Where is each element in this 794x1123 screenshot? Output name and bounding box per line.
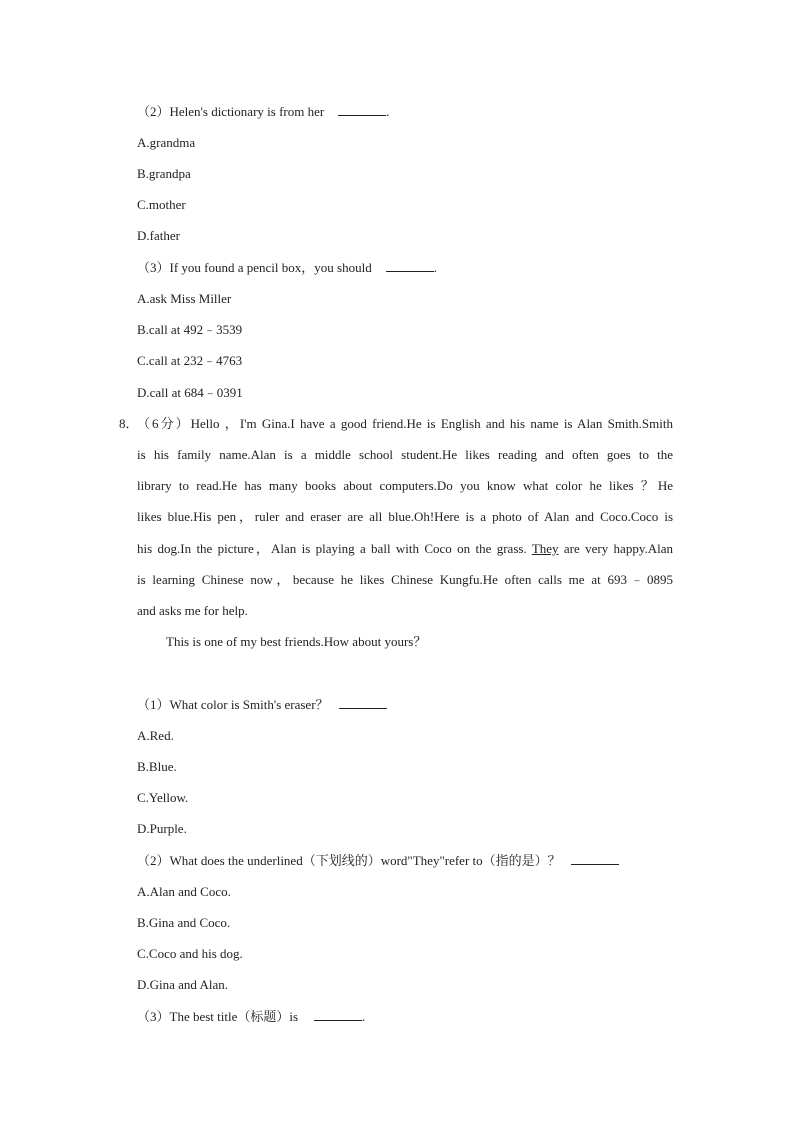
q7-sub2-stem: （2）Helen's dictionary is from her . — [137, 104, 390, 119]
q8-sub1-stem: （1）What color is Smith's eraser？ — [137, 697, 387, 713]
option: A.Red. — [137, 728, 174, 743]
q8-sub3-stem: （3）The best title（标题）is . — [137, 1009, 366, 1024]
passage-line: （6分）Hello ，I'm Gina.I have a good friend.He is English and his name is Alan Smith.Smith — [137, 416, 673, 431]
option: A.Alan and Coco. — [137, 884, 231, 899]
option: D.call at 684﹣0391 — [137, 385, 243, 400]
q8-sub2-stem: （2）What does the underlined（下划线的）word"They"refer to（指的是）？ — [137, 853, 619, 869]
underlined-word: They — [531, 541, 559, 556]
answer-blank[interactable] — [314, 1009, 362, 1021]
answer-blank[interactable] — [339, 697, 387, 709]
passage-line: his dog.In the picture，Alan is playing a ball with Coco on the grass. They are very happy.Alan — [137, 541, 673, 556]
q7-sub3-stem: （3）If you found a pencil box，you should . — [137, 260, 437, 275]
passage-line: is learning Chinese now，because he likes Chinese Kungfu.He often calls me at 693﹣0895 — [137, 572, 673, 587]
passage-line: This is one of my best friends.How about yours？ — [166, 634, 427, 649]
answer-blank[interactable] — [338, 104, 386, 116]
passage-line: and asks me for help. — [137, 603, 248, 618]
answer-blank[interactable] — [571, 853, 619, 865]
option: B.Gina and Coco. — [137, 915, 231, 930]
option: C.call at 232﹣4763 — [137, 353, 243, 368]
option: B.call at 492﹣3539 — [137, 322, 243, 337]
option: A.grandma — [137, 135, 196, 150]
option: A.ask Miss Miller — [137, 291, 232, 306]
passage-line: is his family name.Alan is a middle school student.He likes reading and often goes to the — [137, 447, 673, 462]
option: D.Gina and Alan. — [137, 977, 228, 992]
option: D.Purple. — [137, 821, 187, 836]
option: C.mother — [137, 197, 186, 212]
passage-line: likes blue.His pen，ruler and eraser are all blue.Oh!Here is a photo of Alan and Coco.Coco is — [137, 509, 673, 524]
question-number: 8． — [119, 416, 139, 431]
option: C.Coco and his dog. — [137, 946, 243, 961]
answer-blank[interactable] — [386, 260, 434, 272]
option: C.Yellow. — [137, 790, 189, 805]
passage-line: library to read.He has many books about computers.Do you know what color he likes ？He — [137, 478, 673, 493]
option: B.Blue. — [137, 759, 177, 774]
option: B.grandpa — [137, 166, 191, 181]
option: D.father — [137, 228, 180, 243]
